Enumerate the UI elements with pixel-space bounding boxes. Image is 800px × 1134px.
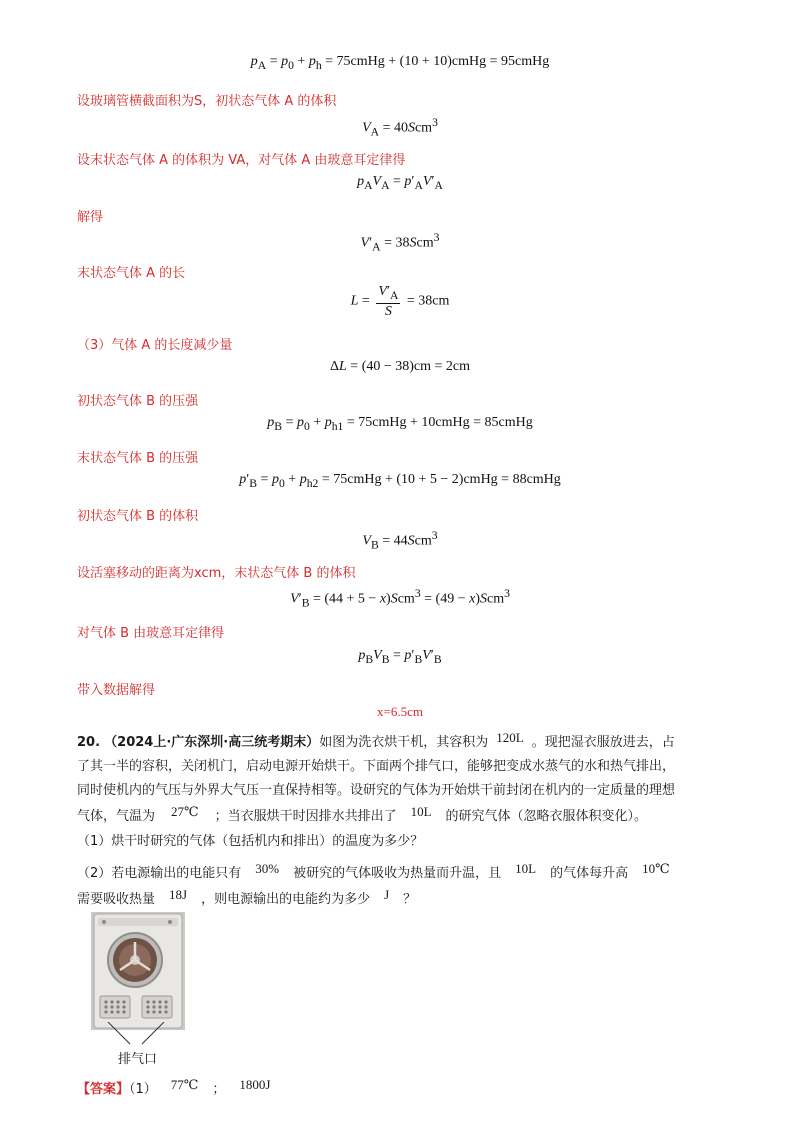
value-10L-b: 10L [515, 861, 537, 876]
caption-pointer-lines [100, 1022, 180, 1046]
answer-value-2: 1800J [239, 1077, 271, 1092]
question-20-line1 [77, 731, 675, 750]
question-text: 被研究的气体吸收为热量而升温，且 [293, 866, 502, 881]
text-line: 解得 [77, 210, 104, 225]
equation-pB-final: $p'_B = p_0 + p_{h2}$ = 75cmHg + (10 + 5 − 2)cmHg = 88cmHg [239, 472, 561, 490]
equation-L: L = $\frac{V'_A}{S}$ = 38cm [350, 284, 450, 319]
equation-pB: $p_B = p_0 + p_{h1}$ = 75cmHg + 10cmHg = 85cmHg [267, 415, 533, 433]
subquestion-2-line1 [77, 862, 684, 881]
question-text: 。现把湿衣服放进去，占 [531, 735, 675, 750]
question-number: 20. [77, 735, 101, 750]
value-J: J [384, 887, 390, 902]
answer-separator: ； [212, 1082, 226, 1097]
equation-VB-final: $V'_B = (44 + 5 - x)Scm^3 = (49 - x)Scm^3$ [290, 587, 510, 610]
question-text: 需要吸收热量 [77, 892, 156, 907]
text-line: 末状态气体 B 的压强 [77, 451, 199, 466]
text-line: （3）气体 A 的长度减少量 [77, 338, 233, 353]
caption-exhaust: 排气口 [118, 1052, 158, 1067]
dryer-illustration [90, 912, 186, 1030]
text-line: 初状态气体 B 的压强 [77, 394, 199, 409]
result-x [0, 704, 800, 720]
equation-boyle-B: $p_BV_B = p'_BV'_B$ [358, 648, 442, 666]
text-line: 带入数据解得 [77, 683, 156, 698]
text-line: 设末状态气体 A 的体积为 VA，对气体 A 由玻意耳定律得 [77, 153, 406, 168]
question-text: （2）若电源输出的电能只有 [77, 866, 242, 881]
question-text: 的研究气体（忽略衣服体积变化）。 [445, 809, 648, 824]
value-10L: 10L [410, 804, 432, 819]
subquestion-2-line2 [77, 888, 416, 907]
answer-label: 【答案】 [77, 1082, 130, 1097]
question-text: 如图为洗衣烘干机，其容积为 [319, 735, 489, 750]
value-27C: 27℃ [171, 804, 199, 819]
text-line: 末状态气体 A 的长 [77, 266, 186, 281]
equation-boyle-A: $p_AV_A = p'_AV'_A$ [357, 174, 443, 192]
equation-delta-L: ΔL = (40 − 38)cm = 2cm [329, 359, 471, 374]
text-line: 设玻璃管横截面积为S，初状态气体 A 的体积 [77, 94, 337, 109]
answer-line [77, 1078, 284, 1097]
text-line: 初状态气体 B 的体积 [77, 509, 199, 524]
answer-value-1: 77℃ [170, 1077, 199, 1092]
equation-pA [0, 54, 800, 72]
question-text: ，则电源输出的电能约为多少 [201, 892, 371, 907]
question-source: （2024上·广东深圳·高三统考期末） [104, 735, 320, 750]
value-18J: 18J [169, 887, 188, 902]
value-10C: 10℃ [642, 861, 670, 876]
question-20-line2: 了其一半的容积，关闭机门，启动电源开始烘干。下面两个排气口，能够把变成水蒸气的水和热气排出， [77, 759, 676, 774]
equation-VB: $V_B = 44Scm^3$ [362, 529, 438, 552]
value-30pct: 30% [255, 861, 280, 876]
question-20-line4 [77, 805, 647, 824]
answer-part-label: （1） [129, 1082, 157, 1097]
equation-VA: $V_A = 40Scm^3$ [362, 116, 438, 139]
equation-VA-final: $V'_A = 38Scm^3$ [360, 231, 440, 254]
question-text: ？ [403, 892, 417, 907]
question-20-line3: 同时使机内的气压与外界大气压一直保持相等。设研究的气体为开始烘干前封闭在机内的一定质量的理想 [77, 783, 676, 798]
text-line: 设活塞移动的距离为xcm，末状态气体 B 的体积 [77, 566, 356, 581]
dryer-image [90, 912, 186, 1030]
equation-text: $p_A = p_0 + p_h$ = 75cmHg + (10 + 10)cmHg = 95cmHg [250, 54, 550, 72]
result-x-text: x=6.5cm [377, 704, 423, 719]
subquestion-1: （1）烘干时研究的气体（包括机内和排出）的温度为多少？ [77, 834, 424, 849]
question-text: 的气体每升高 [550, 866, 629, 881]
question-text: ；当衣服烘干时因排水共排出了 [214, 809, 397, 824]
text-line: 对气体 B 由玻意耳定律得 [77, 626, 225, 641]
value-120L: 120L [496, 730, 524, 745]
question-text: 气体，气温为 [77, 809, 156, 824]
